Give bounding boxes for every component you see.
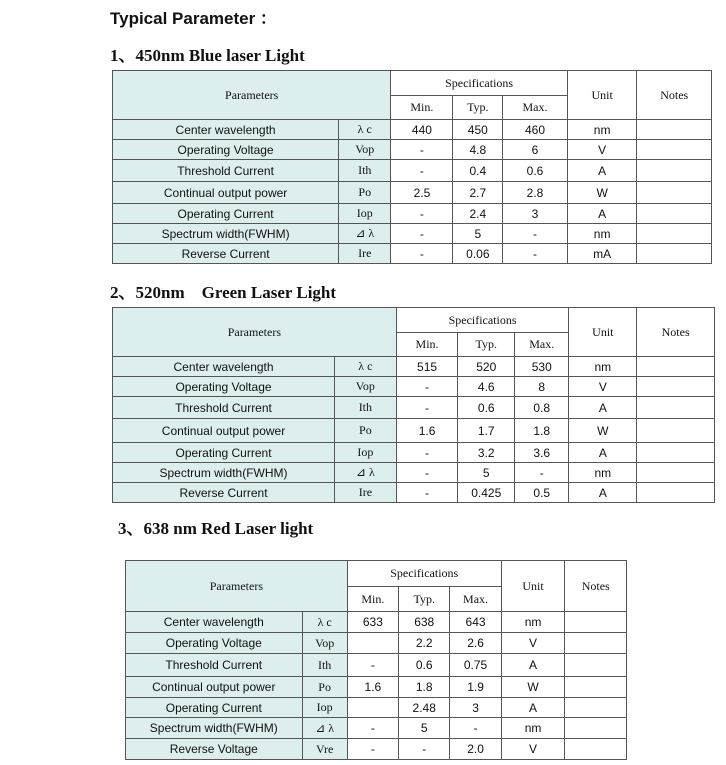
cell-max: 0.75 [450,654,501,677]
cell-max: 1.9 [450,677,501,698]
cell-typ: 450 [453,120,503,140]
max-header: Max. [503,96,568,120]
cell-notes [637,204,712,224]
cell-typ: 1.7 [458,419,515,443]
cell-max: - [503,224,568,244]
cell-notes [637,443,715,463]
table-row [126,698,627,718]
cell-unit: A [501,654,565,677]
typ-header: Typ. [453,96,503,120]
cell-name: Operating Current [113,443,335,463]
cell-min [347,633,398,654]
cell-max: 460 [503,120,568,140]
parameters-header: Parameters [126,561,348,612]
cell-sym: Ith [335,397,397,419]
typ-header: Typ. [458,333,515,357]
specifications-header: Specifications [347,561,501,587]
cell-max: - [503,244,568,264]
table-row [126,739,627,760]
notes-header: Notes [637,71,712,120]
cell-typ: 5 [458,463,515,483]
cell-unit: A [569,483,637,503]
cell-name: Center wavelength [113,120,339,140]
max-header: Max. [450,587,501,612]
cell-unit: mA [567,244,637,264]
spec-table-blue [112,70,712,264]
cell-notes [637,244,712,264]
cell-name: Spectrum width(FWHM) [113,463,335,483]
cell-typ: 0.4 [453,160,503,182]
table-row [126,718,627,739]
cell-notes [637,140,712,160]
cell-typ: 0.6 [458,397,515,419]
table-row [113,483,715,503]
cell-notes [565,633,627,654]
cell-max: 643 [450,612,501,633]
specifications-header: Specifications [391,71,567,96]
cell-sym: Ire [335,483,397,503]
cell-typ: 2.7 [453,182,503,204]
cell-max: 3 [450,698,501,718]
cell-name: Continual output power [126,677,303,698]
cell-typ: 5 [453,224,503,244]
notes-header: Notes [565,561,627,612]
cell-sym: Iop [339,204,391,224]
cell-unit: W [501,677,565,698]
cell-notes [637,224,712,244]
cell-unit: nm [567,120,637,140]
cell-typ: 0.425 [458,483,515,503]
cell-sym: Iop [335,443,397,463]
parameters-header: Parameters [113,71,391,120]
cell-min: - [347,718,398,739]
cell-typ: 5 [399,718,450,739]
cell-notes [637,182,712,204]
table-row [113,140,712,160]
table-row [113,443,715,463]
cell-min: 1.6 [347,677,398,698]
cell-sym: Ith [339,160,391,182]
cell-name: Operating Voltage [113,377,335,397]
cell-max: - [515,463,569,483]
cell-max: 530 [515,357,569,377]
cell-unit: V [569,377,637,397]
table-row [113,463,715,483]
table-row [113,160,712,182]
table-row [113,244,712,264]
cell-sym: Iop [302,698,347,718]
cell-sym: Ire [339,244,391,264]
cell-sym: ⊿ λ [339,224,391,244]
cell-min: - [347,654,398,677]
cell-min: 515 [396,357,458,377]
table-row [113,204,712,224]
table-row [113,120,712,140]
section-title-blue: 1、450nm Blue laser Light [110,46,305,65]
parameters-header: Parameters [113,308,397,357]
table-row [113,397,715,419]
cell-notes [565,612,627,633]
cell-notes [565,698,627,718]
cell-unit: A [567,160,637,182]
cell-sym: Vre [302,739,347,760]
cell-max: 3.6 [515,443,569,463]
table-row [113,182,712,204]
cell-max: 1.8 [515,419,569,443]
cell-notes [637,377,715,397]
cell-name: Continual output power [113,419,335,443]
max-header: Max. [515,333,569,357]
cell-max: 0.8 [515,397,569,419]
cell-min: 440 [391,120,453,140]
cell-max: 8 [515,377,569,397]
spec-table-red [125,560,627,760]
section-title-red: 3、638 nm Red Laser light [118,519,314,538]
cell-sym: λ c [339,120,391,140]
cell-sym: ⊿ λ [335,463,397,483]
cell-typ: 0.6 [399,654,450,677]
cell-max: 2.6 [450,633,501,654]
cell-unit: V [501,739,565,760]
cell-name: Center wavelength [126,612,303,633]
table-row [126,612,627,633]
cell-notes [565,654,627,677]
page-title: Typical Parameter ： [110,9,277,28]
cell-min: - [396,377,458,397]
cell-notes [565,718,627,739]
cell-unit: W [569,419,637,443]
cell-notes [637,463,715,483]
cell-typ: 4.6 [458,377,515,397]
cell-name: Reverse Current [113,483,335,503]
cell-unit: nm [501,718,565,739]
cell-notes [565,739,627,760]
cell-min: - [396,397,458,419]
cell-unit: nm [569,463,637,483]
cell-typ: 0.06 [453,244,503,264]
cell-name: Operating Current [126,698,303,718]
cell-sym: Po [335,419,397,443]
cell-min: 1.6 [396,419,458,443]
cell-unit: V [567,140,637,160]
cell-notes [637,483,715,503]
cell-typ: 1.8 [399,677,450,698]
cell-min: - [396,483,458,503]
cell-max: - [450,718,501,739]
cell-notes [637,397,715,419]
cell-unit: A [569,443,637,463]
cell-max: 2.0 [450,739,501,760]
cell-typ: 3.2 [458,443,515,463]
cell-typ: 638 [399,612,450,633]
cell-name: Reverse Current [113,244,339,264]
table-row [126,654,627,677]
unit-header: Unit [569,308,637,357]
cell-name: Operating Voltage [113,140,339,160]
cell-name: Threshold Current [113,160,339,182]
cell-sym: Vop [335,377,397,397]
section-title-green: 2、520nm Green Laser Light [110,283,337,302]
cell-typ: 4.8 [453,140,503,160]
cell-unit: A [569,397,637,419]
cell-min: - [391,244,453,264]
table-row [113,224,712,244]
cell-typ: 2.4 [453,204,503,224]
cell-unit: nm [501,612,565,633]
table-row [113,377,715,397]
cell-sym: Po [339,182,391,204]
cell-name: Operating Current [113,204,339,224]
cell-max: 0.5 [515,483,569,503]
cell-unit: V [501,633,565,654]
cell-notes [637,120,712,140]
cell-name: Spectrum width(FWHM) [126,718,303,739]
min-header: Min. [347,587,398,612]
cell-name: Operating Voltage [126,633,303,654]
cell-notes [637,160,712,182]
cell-notes [637,419,715,443]
cell-name: Center wavelength [113,357,335,377]
cell-sym: λ c [335,357,397,377]
cell-sym: Vop [339,140,391,160]
spec-table-green [112,307,715,503]
cell-max: 0.6 [503,160,568,182]
notes-header: Notes [637,308,715,357]
cell-unit: A [501,698,565,718]
cell-sym: Ith [302,654,347,677]
table-row [126,633,627,654]
cell-min: - [347,739,398,760]
typ-header: Typ. [399,587,450,612]
table-row [113,419,715,443]
cell-min: - [391,140,453,160]
cell-unit: A [567,204,637,224]
cell-sym: ⊿ λ [302,718,347,739]
cell-typ: 2.48 [399,698,450,718]
cell-unit: W [567,182,637,204]
cell-notes [637,357,715,377]
cell-typ: 520 [458,357,515,377]
cell-unit: nm [569,357,637,377]
unit-header: Unit [501,561,565,612]
unit-header: Unit [567,71,637,120]
cell-notes [565,677,627,698]
cell-min: - [391,224,453,244]
cell-name: Threshold Current [126,654,303,677]
cell-name: Continual output power [113,182,339,204]
cell-sym: Vop [302,633,347,654]
cell-min: - [391,204,453,224]
cell-unit: nm [567,224,637,244]
cell-min: - [391,160,453,182]
min-header: Min. [396,333,458,357]
cell-name: Spectrum width(FWHM) [113,224,339,244]
cell-sym: Po [302,677,347,698]
cell-name: Threshold Current [113,397,335,419]
cell-max: 2.8 [503,182,568,204]
cell-max: 3 [503,204,568,224]
cell-sym: λ c [302,612,347,633]
cell-name: Reverse Voltage [126,739,303,760]
table-row [126,677,627,698]
cell-min: - [396,443,458,463]
cell-typ: - [399,739,450,760]
cell-max: 6 [503,140,568,160]
cell-min: - [396,463,458,483]
cell-min: 633 [347,612,398,633]
table-row [113,357,715,377]
cell-min: 2.5 [391,182,453,204]
cell-min [347,698,398,718]
min-header: Min. [391,96,453,120]
cell-typ: 2.2 [399,633,450,654]
specifications-header: Specifications [396,308,569,333]
